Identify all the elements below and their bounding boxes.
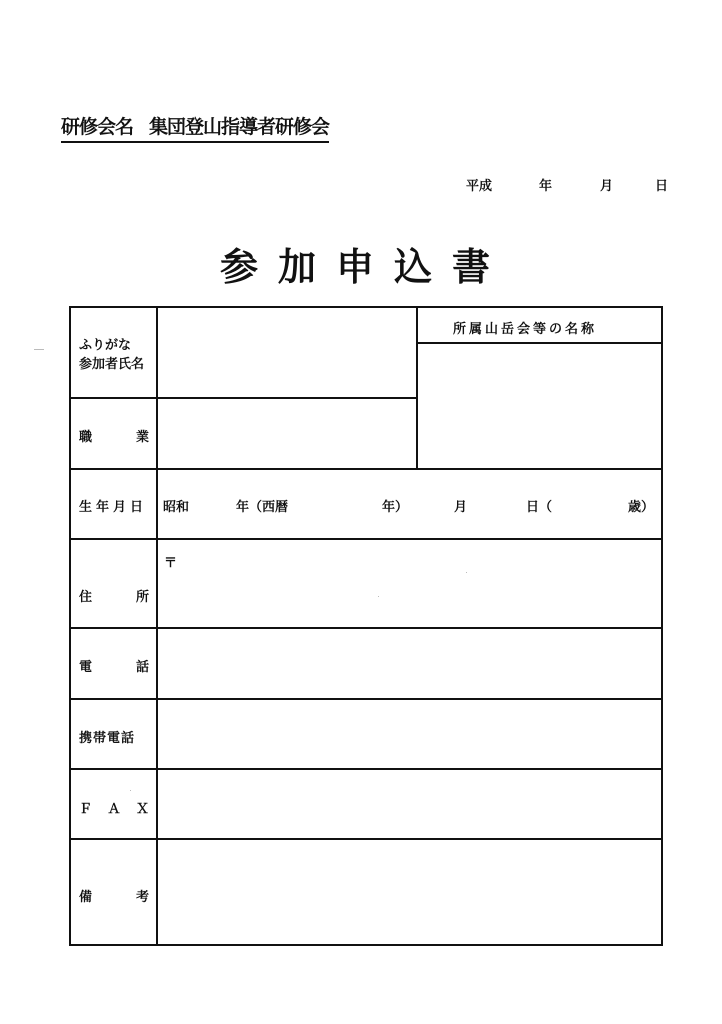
birth-date-label: 生年月日 [79, 500, 148, 515]
scan-speck [130, 790, 131, 791]
birth-age: 歳） [628, 500, 655, 515]
occupation-input-area[interactable] [158, 399, 416, 468]
address-input-area[interactable] [158, 540, 661, 627]
birth-month: 月 [454, 500, 468, 515]
date-year-unit: 年 [539, 179, 553, 194]
date-month-unit: 月 [600, 179, 614, 194]
fax-label: Ｆ Ａ Ｘ [79, 802, 149, 817]
mobile-phone-label: 携帯電話 [79, 731, 136, 746]
birth-era: 昭和 [163, 500, 190, 515]
birth-date-input-area[interactable] [158, 470, 661, 538]
furigana-label: ふりがな [79, 338, 132, 353]
scan-speck [466, 572, 467, 573]
mobile-input-area[interactable] [158, 700, 661, 768]
seminar-label: 研修会名 [61, 116, 134, 138]
name-label-cell [79, 336, 144, 374]
org-input-area[interactable] [418, 344, 661, 468]
name-input-area[interactable] [158, 308, 416, 397]
date-day-unit: 日 [655, 179, 669, 194]
scan-speck [378, 596, 379, 597]
page-title: 参加申込書 [220, 244, 511, 289]
occupation-label: 職 業 [79, 430, 149, 445]
birth-day: 日（ [526, 500, 553, 515]
address-label: 住 所 [79, 590, 149, 605]
birth-year-seireki: 年（西暦 [236, 500, 289, 515]
participant-name-label: 参加者氏名 [79, 357, 145, 372]
scan-speck [34, 349, 44, 350]
org-header: 所属山岳会等の名称 [453, 322, 598, 337]
remarks-input-area[interactable] [158, 840, 661, 944]
phone-label: 電 話 [79, 660, 149, 675]
postal-mark: 〒 [164, 556, 178, 571]
birth-year-close: 年） [382, 500, 409, 515]
date-era: 平成 [466, 179, 493, 194]
remarks-label: 備 考 [79, 890, 149, 905]
application-form [69, 306, 663, 946]
seminar-name: 集団登山指導者研修会 [149, 116, 330, 138]
fax-input-area[interactable] [158, 770, 661, 838]
seminar-title [61, 112, 329, 143]
phone-input-area[interactable] [158, 629, 661, 698]
